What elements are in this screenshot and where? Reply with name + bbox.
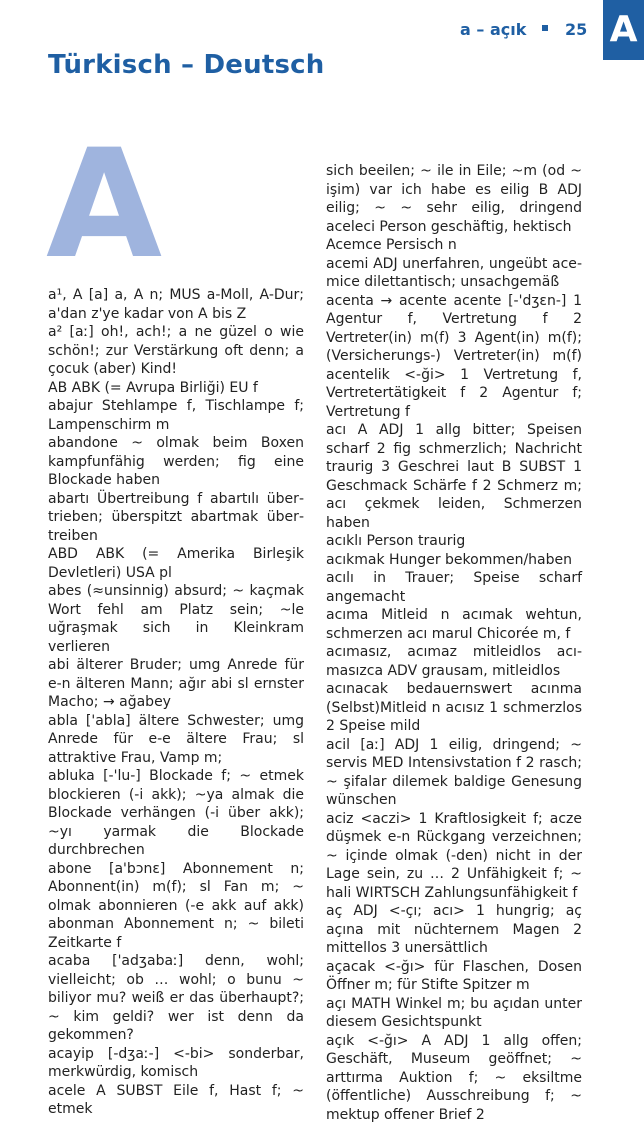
dictionary-entry: aç ADJ <-çı; acı> 1 hungrig; aç açına mit nüchternem Magen 2 mittellos 3 unersättlich — [326, 902, 582, 958]
dictionary-entry: abone [a'bɔnɛ] Abonnement n; Abonnent(in) m(f); sl Fan m; ~ olmak abonnieren (-e akk auf akk) abonman Abonnement n; ~ bileti Zeitkarte f — [48, 860, 304, 953]
dictionary-entry: acemi ADJ unerfahren, ungeübt acemice dilettantisch; unsachgemäß — [326, 255, 582, 292]
dictionary-entry: acaba ['adʒabaː] denn, wohl; vielleicht; ob … wohl; o bunu ~ biliyor mu? weiß er das überhaupt?; ~ kim geldi? wer ist denn da gekommen? — [48, 952, 304, 1045]
dictionary-entry: açı MATH Winkel m; bu açıdan unter diesem Gesichtspunkt — [326, 995, 582, 1032]
dictionary-entry: abajur Stehlampe f, Tischlampe f; Lampenschirm m — [48, 397, 304, 434]
dictionary-entry: açacak <-ğı> für Flaschen, Dosen Öffner m; für Stifte Spitzer m — [326, 958, 582, 995]
section-tab-letter: A — [603, 0, 644, 60]
dictionary-entry: acele A SUBST Eile f, Hast f; ~ etmek — [48, 1082, 304, 1119]
right-column — [326, 162, 582, 1124]
dictionary-entry: abi älterer Bruder; umg Anrede für e-n älteren Mann; ağır abi sl ernster Macho; → ağabey — [48, 656, 304, 712]
dictionary-entry: acil [aː] ADJ 1 eilig, dringend; ~ servis MED Intensivstation f 2 rasch; ~ şifalar dilemek baldige Genesung wünschen — [326, 736, 582, 810]
dictionary-entry: açık <-ğı> A ADJ 1 allg offen; Geschäft, Museum geöffnet; ~ arttırma Auktion f; ~ eksiltme (öffentliche) Ausschreibung f; ~ mektup offener Brief 2 — [326, 1032, 582, 1124]
dictionary-entry: a¹, A [a] a, A n; MUS a-Moll, A-Dur; a'dan z'ye kadar von A bis Z — [48, 286, 304, 323]
dictionary-entry: acıklı Person traurig — [326, 532, 582, 551]
dictionary-entry: abartı Übertreibung f abartılı übertrieben; überspitzt abartmak übertreiben — [48, 490, 304, 546]
left-column — [48, 286, 304, 1119]
dictionary-entry: acımasız, acımaz mitleidlos acımasızca ADV grausam, mitleidlos — [326, 643, 582, 680]
dictionary-entry: acılı in Trauer; Speise scharf angemacht — [326, 569, 582, 606]
header-bullet — [542, 25, 548, 31]
page-number: 25 — [565, 20, 587, 39]
dictionary-entry: sich beeilen; ~ ile in Eile; ~m (od ~ işim) var ich habe es eilig B ADJ eilig; ~ ~ sehr eilig, dringend aceleci Person geschäftig, hektisch — [326, 162, 582, 236]
dictionary-entry: AB ABK (= Avrupa Birliği) EU f — [48, 379, 304, 398]
dictionary-entry: Acemce Persisch n — [326, 236, 582, 255]
dictionary-entry: acenta → acente acente [-'dʒɛn-] 1 Agentur f, Vertretung f 2 Vertreter(in) m(f) 3 Agent(in) m(f); (Versicherungs-) Vertreter(in) m(f) acentelik <-ği> 1 Vertretung f, Vertretertätigkeit f 2 Agentur f; Vertretung f — [326, 292, 582, 422]
dictionary-entry: acınacak bedauernswert acınma (Selbst)Mitleid n acısız 1 schmerzlos 2 Speise mild — [326, 680, 582, 736]
dictionary-entry: a² [aː] oh!, ach!; a ne güzel o wie schön!; zur Verstärkung oft denn; a çocuk (aber) Kind! — [48, 323, 304, 379]
dictionary-entry: acayip [-dʒaː-] <-bi> sonderbar, merkwürdig, komisch — [48, 1045, 304, 1082]
dictionary-entry: aciz <aczi> 1 Kraftlosigkeit f; acze düşmek e-n Rückgang verzeichnen; ~ içinde olmak (-den) nicht in der Lage sein, zu … 2 Unfähigkeit f; ~ hali WIRTSCH Zahlungsunfähigkeit f — [326, 810, 582, 903]
dictionary-entry: acıma Mitleid n acımak wehtun, schmerzen acı marul Chicorée m, f — [326, 606, 582, 643]
dictionary-entry: abla ['abla] ältere Schwester; umg Anrede für e-e ältere Frau; sl attraktive Frau, Vamp m; — [48, 712, 304, 768]
header-range: a – açık — [460, 20, 526, 39]
dictionary-entry: abandone ~ olmak beim Boxen kampfunfähig werden; fig eine Blockade haben — [48, 434, 304, 490]
page-title: Türkisch – Deutsch — [48, 50, 324, 80]
dictionary-entry: abluka [-'lu-] Blockade f; ~ etmek blockieren (-i akk); ~ya almak die Blockade verhängen (-i über akk); ~yı yarmak die Blockade durchbrechen — [48, 767, 304, 860]
dictionary-entry: ABD ABK (= Amerika Birleşik Devletleri) USA pl — [48, 545, 304, 582]
section-initial-letter: A — [46, 125, 162, 285]
dictionary-entry: acıkmak Hunger bekommen/haben — [326, 551, 582, 570]
dictionary-entry: acı A ADJ 1 allg bitter; Speisen scharf 2 fig schmerzlich; Nachricht traurig 3 Geschrei laut B SUBST 1 Geschmack Schärfe f 2 Schmerz m; acı çekmek leiden, Schmerzen haben — [326, 421, 582, 532]
dictionary-entry: abes (≈unsinnig) absurd; ~ kaçmak Wort fehl am Platz sein; ~le uğraşmak sich in Kleinkram verlieren — [48, 582, 304, 656]
